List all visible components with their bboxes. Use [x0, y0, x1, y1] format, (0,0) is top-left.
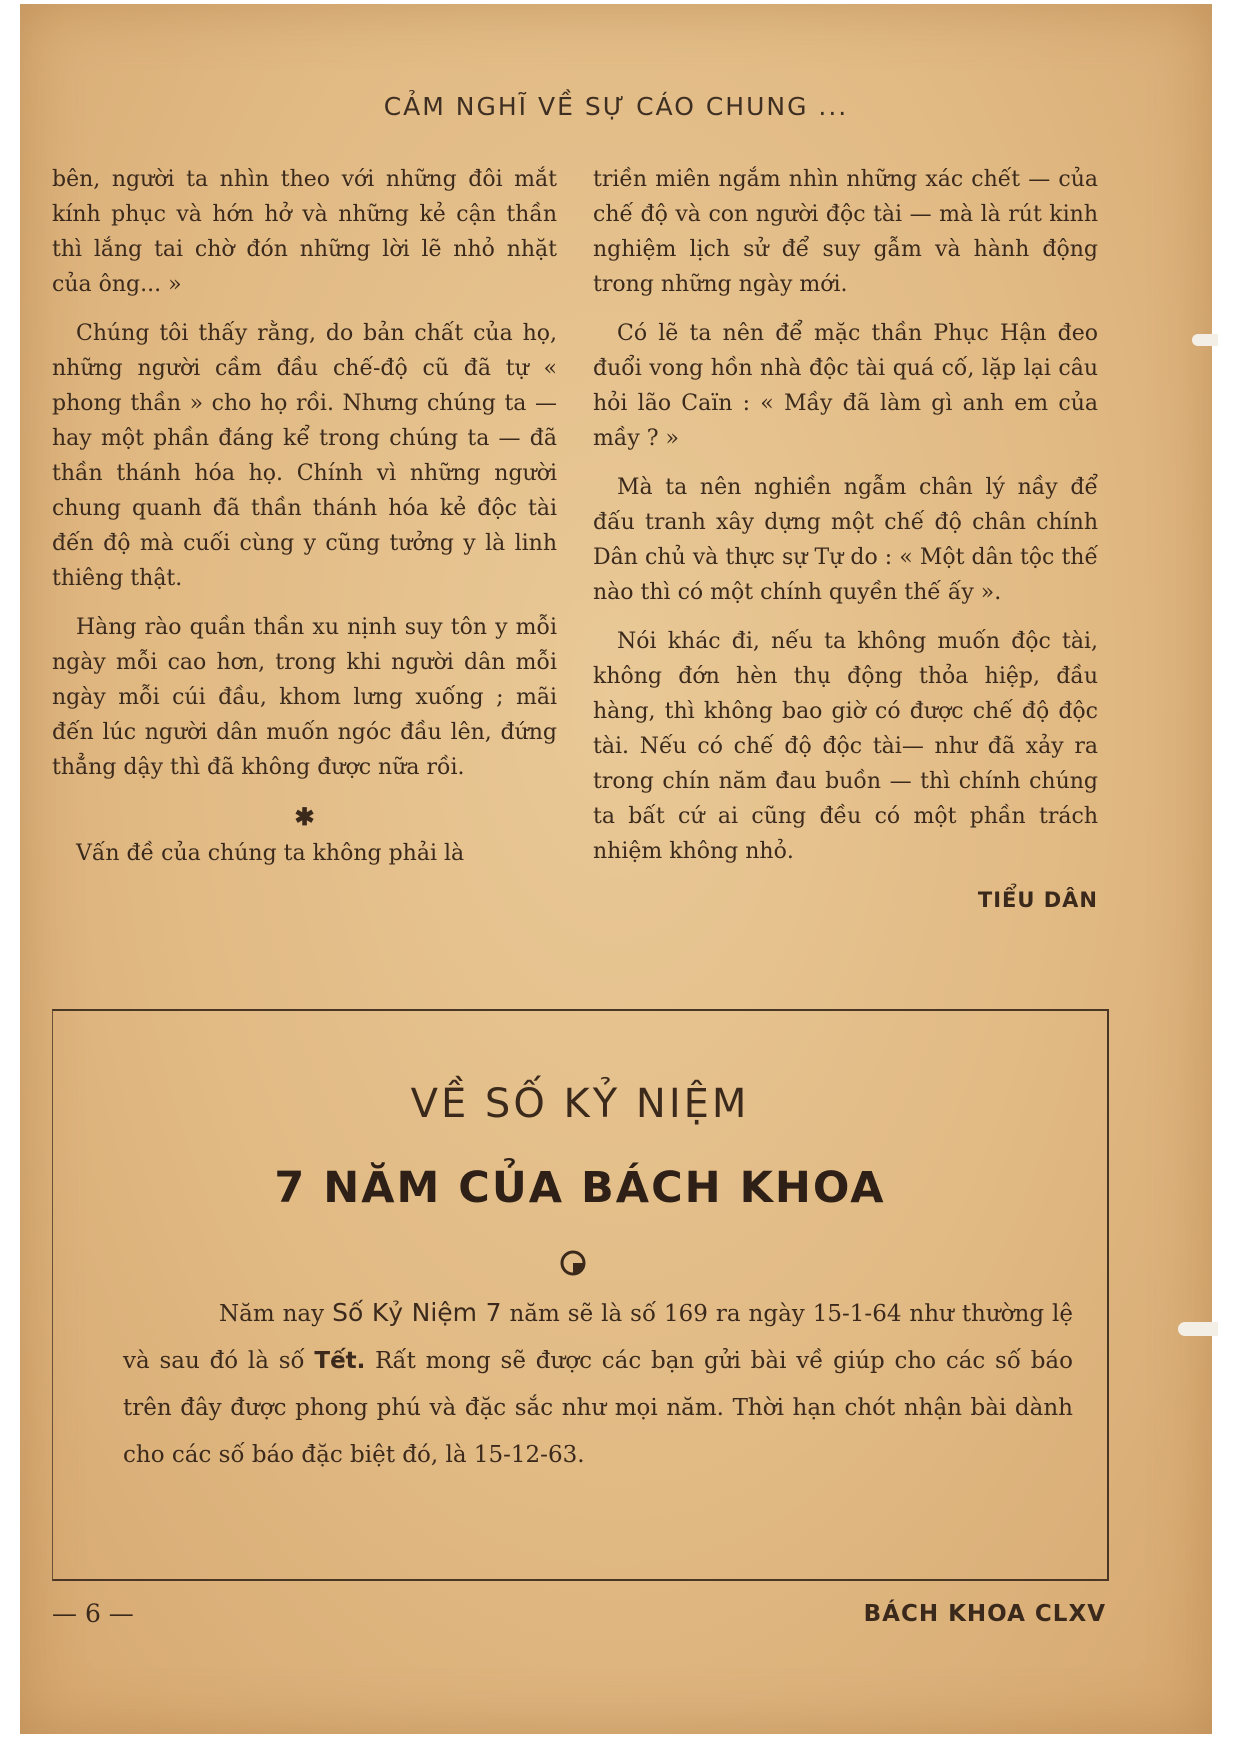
paper-tear: [1192, 334, 1218, 346]
right-paragraph-2: Có lẽ ta nên để mặc thần Phục Hận đeo đuổi vong hồn nhà độc tài quá cố, lặp lại câu hỏi lão Caïn : « Mầy đã làm gì anh em của mầy ? »: [593, 321, 1098, 451]
ornament-icon: [558, 1248, 588, 1278]
publication-footer: BÁCH KHOA CLXV: [863, 1601, 1106, 1627]
left-paragraph-1: bên, người ta nhìn theo với những đôi mắt kính phục và hớn hở và những kẻ cận thần thì lắng tai chờ đón những lời lẽ nhỏ nhặt của ông... »: [52, 167, 557, 297]
author-signature: TIỂU DÂN: [977, 888, 1098, 912]
right-paragraph-1: triền miên ngắm nhìn những xác chết — của chế độ và con người độc tài — mà là rút kinh nghiệm lịch sử để suy gẫm và hành động trong những ngày mới.: [593, 167, 1098, 297]
right-paragraph-3: Mà ta nên nghiền ngẫm chân lý nầy để đấu tranh xây dựng một chế độ chân chính Dân chủ và thực sự Tự do : « Một dân tộc thế nào thì có một chính quyền thế ấy ».: [593, 475, 1098, 605]
notice-body: [123, 1289, 1073, 1479]
right-column: [593, 162, 1098, 918]
notice-title-line-2: 7 NĂM CỦA BÁCH KHOA: [274, 1163, 886, 1213]
notice-body-strong: Tết.: [314, 1348, 366, 1374]
notice-title-line-1: VỀ SỐ KỶ NIỆM: [410, 1081, 750, 1127]
paper-tear: [1178, 1322, 1218, 1336]
notice-body-part-2: năm sẽ là số 169 ra ngày 15-1-64 như thường lệ và sau đó là số: [123, 1301, 1073, 1374]
magazine-page: [20, 4, 1212, 1734]
notice-body-part-1: Năm nay: [219, 1301, 333, 1327]
left-paragraph-4: Vấn đề của chúng ta không phải là: [76, 841, 465, 866]
right-paragraph-4: Nói khác đi, nếu ta không muốn độc tài, không đớn hèn thụ động thỏa hiệp, đầu hàng, thì không bao giờ có được chế độ độc tài. Nếu có chế độ độc tài— như đã xảy ra trong chín năm đau buồn — thì chính chúng ta bất cứ ai cũng đều có một phần trách nhiệm không nhỏ.: [593, 629, 1098, 864]
left-column: [52, 162, 557, 885]
page-number: — 6 —: [52, 1599, 134, 1628]
section-separator: ✱: [294, 802, 315, 831]
anniversary-notice-box: [52, 1009, 1109, 1581]
left-paragraph-3: Hàng rào quần thần xu nịnh suy tôn y mỗi ngày mỗi cao hơn, trong khi người dân mỗi ngày mỗi cúi đầu, khom lưng xuống ; mãi đến lúc người dân muốn ngóc đầu lên, đứng thẳng dậy thì đã không được nữa rồi.: [52, 615, 557, 780]
notice-body-part-3: Rất mong sẽ được các bạn gửi bài về giúp cho các số báo trên đây được phong phú và đặc sắc như mọi năm. Thời hạn chót nhận bài dành cho các số báo đặc biệt đó, là 15-12-63.: [123, 1348, 1073, 1468]
running-head: CẢM NGHĨ VỀ SỰ CÁO CHUNG ...: [383, 92, 849, 121]
left-paragraph-2: Chúng tôi thấy rằng, do bản chất của họ, những người cầm đầu chế-độ cũ đã tự « phong thần » cho họ rồi. Nhưng chúng ta — hay một phần đáng kể trong chúng ta — đã thần thánh hóa họ. Chính vì những người chung quanh đã thần thánh hóa kẻ độc tài đến độ mà cuối cùng y cũng tưởng y là linh thiêng thật.: [52, 321, 557, 591]
notice-body-emphasis: Số Kỷ Niệm 7: [332, 1298, 502, 1327]
